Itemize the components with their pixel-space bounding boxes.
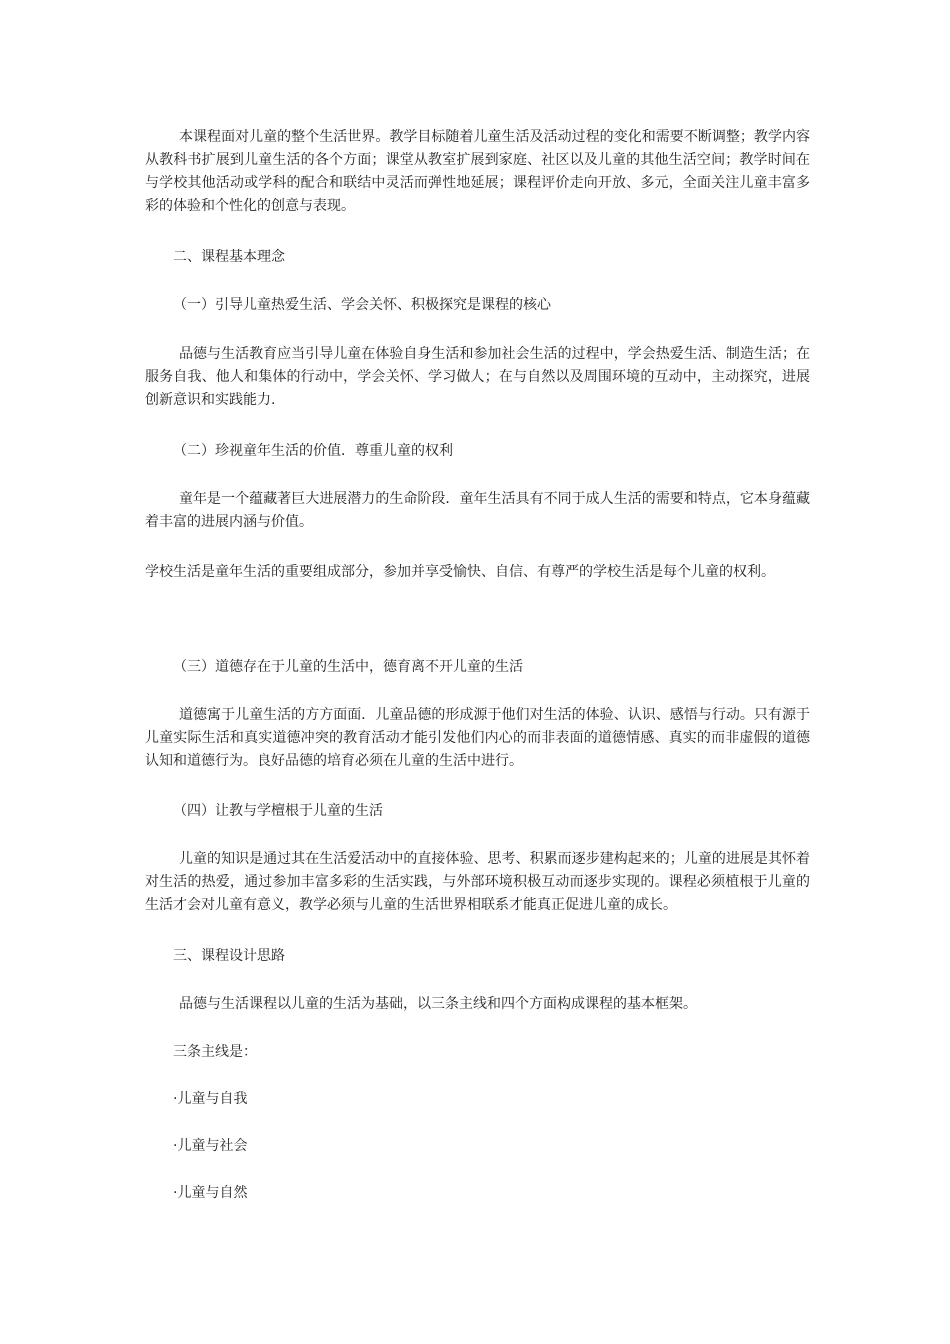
subheading-teaching-rooted-in-life: （四）让教与学檀根于儿童的生活 [173, 803, 383, 819]
paragraph-school-life: 学校生活是童年生活的重要组成部分，参加并享受愉快、自信、有尊严的学校生活是每个儿童的权利。 [145, 564, 775, 580]
list-item: ·儿童与社会 [173, 1138, 248, 1154]
paragraph-childhood-stage: 童年是一个蕴藏著巨大进展潜力的生命阶段．童年生活具有不同于成人生活的需要和特点，它本身蕴藏着丰富的进展内涵与价值。 [145, 491, 810, 530]
three-lines-intro: 三条主线是： [173, 1044, 257, 1060]
subheading-value-of-childhood: （二）珍视童年生活的价值．尊重儿童的权利 [173, 443, 453, 459]
paragraph-morality-in-everyday-life: 道德寓于儿童生活的方方面面．儿童品德的形成源于他们对生活的体验、认识、感悟与行动。只有源于儿童实际生活和真实道德冲突的教育活动才能引发他们内心的而非表面的道德情感、真实的而非虚假的道德认知和道德行为。良好品德的培育必须在儿童的生活中进行。 [145, 707, 810, 769]
subheading-core-of-course: （一）引导儿童热爱生活、学会关怀、积极探究是课程的核心 [173, 297, 551, 313]
subheading-morality-in-life: （三）道德存在于儿童的生活中，德育离不开儿童的生活 [173, 659, 523, 675]
paragraph-moral-life-education: 品德与生活教育应当引导儿童在体验自身生活和参加社会生活的过程中，学会热爱生活、制造生活；在服务自我、他人和集体的行动中，学会关怀、学习做人；在与自然以及周围环境的互动中，主动探究，进展创新意识和实践能力. [145, 346, 810, 408]
paragraph-course-framework: 品德与生活课程以儿童的生活为基础，以三条主线和四个方面构成课程的基本框架。 [179, 996, 697, 1012]
section-heading-design-ideas: 三、课程设计思路 [173, 948, 285, 964]
section-heading-basic-concepts: 二、课程基本理念 [173, 249, 285, 265]
paragraph-knowledge-construction: 儿童的知识是通过其在生活爱活动中的直接体验、思考、积累而逐步建构起来的；儿童的进展是其怀着对生活的热爱，通过参加丰富多彩的生活实践，与外部环境积极互动而逐步实现的。课程必须植根于儿童的生活才会对儿童有意义，教学必须与儿童的生活世界相联系才能真正促进儿童的成长。 [145, 851, 810, 913]
list-item: ·儿童与自然 [173, 1185, 248, 1201]
paragraph-curriculum-scope: 本课程面对儿童的整个生活世界。教学目标随着儿童生活及活动过程的变化和需要不断调整；教学内容从教科书扩展到儿童生活的各个方面；课堂从教室扩展到家庭、社区以及儿童的其他生活空间；教学时间在与学校其他活动或学科的配合和联结中灵活而弹性地延展；课程评价走向开放、多元，全面关注儿童丰富多彩的体验和个性化的创意与表现。 [145, 129, 810, 214]
list-item: ·儿童与自我 [173, 1091, 248, 1107]
